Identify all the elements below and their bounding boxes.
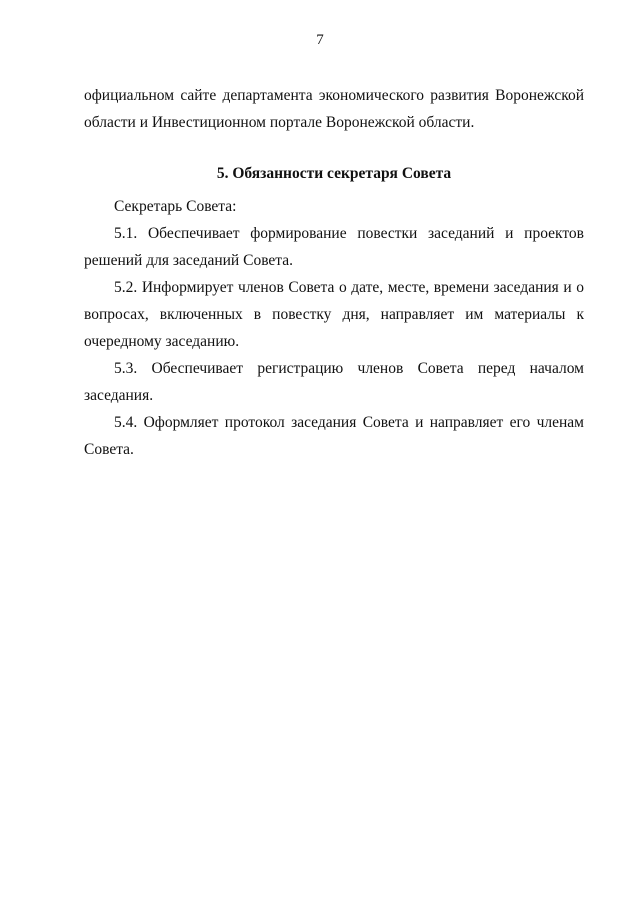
lead-in-paragraph: Секретарь Совета: xyxy=(114,198,237,215)
item-5-1: 5.1. Обеспечивает формирование повестки заседаний и проектов решений для заседаний Совета. xyxy=(84,225,584,269)
section-heading: 5. Обязанности секретаря Совета xyxy=(216,165,452,182)
intro-paragraph: официальном сайте департамента экономического развития Воронежской области и Инвестиционном портале Воронежской области. xyxy=(84,87,584,131)
item-5-4: 5.4. Оформляет протокол заседания Совета и направляет его членам Совета. xyxy=(84,414,584,458)
page-number: 7 xyxy=(316,32,324,48)
document-body xyxy=(84,82,584,463)
item-5-3: 5.3. Обеспечивает регистрацию членов Совета перед началом заседания. xyxy=(84,360,584,404)
item-5-2: 5.2. Информирует членов Совета о дате, месте, времени заседания и о вопросах, включенных в повестку дня, направляет им материалы к очередному заседанию. xyxy=(84,279,584,350)
